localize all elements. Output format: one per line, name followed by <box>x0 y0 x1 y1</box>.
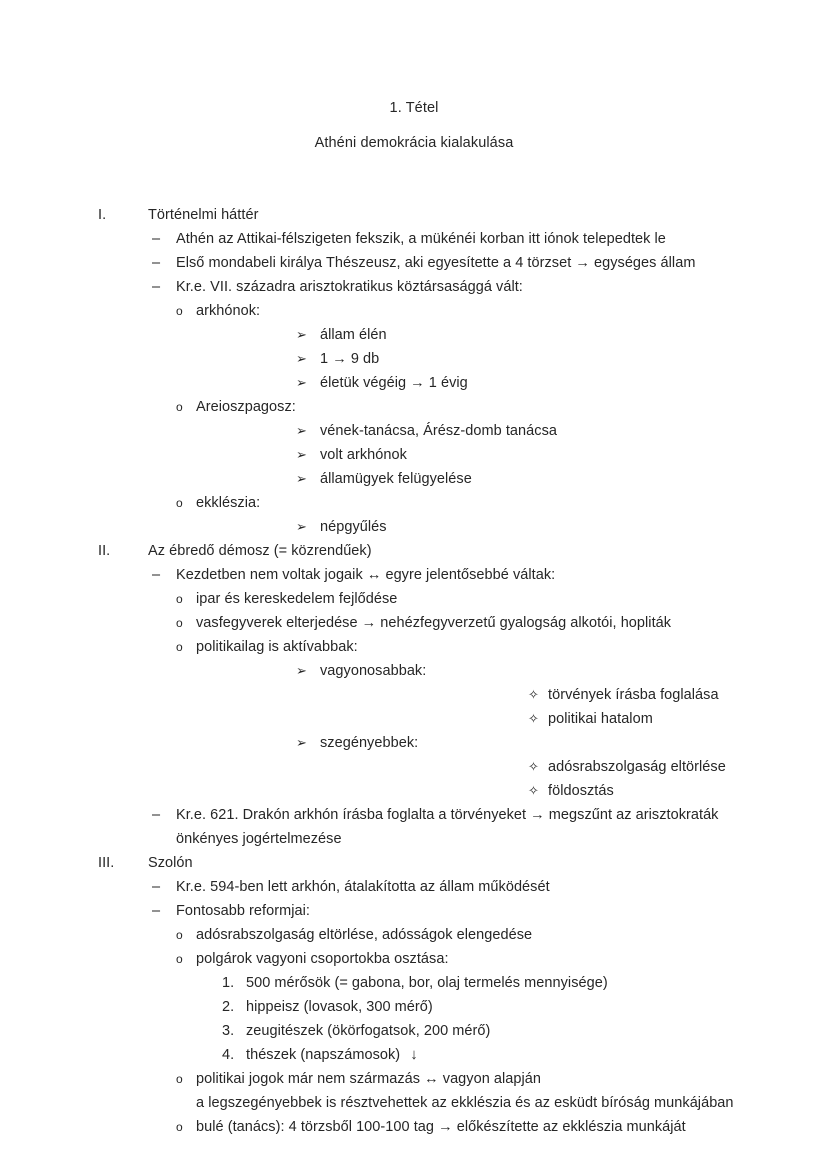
list-marker-arrow: ➢ <box>296 375 307 390</box>
outline-item-text: zeugitészek (ökörfogatsok, 200 mérő) <box>246 1023 491 1039</box>
list-marker-circle: o <box>176 1120 183 1134</box>
list-marker-dash: – <box>152 567 161 583</box>
list-marker-roman-3: III. <box>98 855 115 871</box>
outline-item-text: törvények írásba foglalása <box>548 687 719 703</box>
outline-item-text: Első mondabeli királya Thészeusz, aki egyesítette a 4 törzset → egységes állam <box>176 255 696 271</box>
outline-item <box>0 731 828 755</box>
list-marker-dash: – <box>152 231 161 247</box>
outline-item-text: vasfegyverek elterjedése → nehézfegyverzetű gyalogság alkotói, hopliták <box>196 615 672 631</box>
outline-item <box>0 1115 828 1139</box>
outline-item-text: életük végéig → 1 évig <box>320 375 468 391</box>
outline-item <box>0 1019 828 1043</box>
outline-item <box>0 779 828 803</box>
list-marker-arrow: ➢ <box>296 423 307 438</box>
outline-item <box>0 659 828 683</box>
outline-item-text: Szolón <box>148 855 193 871</box>
outline-item-text: Kezdetben nem voltak jogaik ↔ egyre jelentősebbé váltak: <box>176 567 556 583</box>
list-marker-dash: – <box>152 279 161 295</box>
outline-item-text: politikai hatalom <box>548 711 653 727</box>
outline-item-text: 1 → 9 db <box>320 351 380 367</box>
outline-item-text: népgyűlés <box>320 519 387 535</box>
outline-item <box>0 851 828 875</box>
list-marker-diamond: ✧ <box>528 759 539 774</box>
list-marker-roman-2: II. <box>98 543 111 559</box>
list-marker-num-2: 2. <box>222 999 235 1015</box>
list-marker-dash: – <box>152 903 161 919</box>
outline-item <box>0 323 828 347</box>
outline-item <box>0 803 828 827</box>
list-marker-diamond: ✧ <box>528 711 539 726</box>
outline-item <box>0 395 828 419</box>
outline-item <box>0 683 828 707</box>
outline-item <box>0 563 828 587</box>
outline-item <box>0 827 828 851</box>
outline-item <box>0 995 828 1019</box>
outline-item-text: Kr.e. 594-ben lett arkhón, átalakította az állam működését <box>176 879 550 895</box>
list-marker-arrow: ➢ <box>296 735 307 750</box>
outline-item <box>0 923 828 947</box>
outline-item-text: ipar és kereskedelem fejlődése <box>196 591 398 607</box>
outline-item-text: Történelmi háttér <box>148 207 259 223</box>
list-marker-circle: o <box>176 400 183 414</box>
outline-item-text: szegényebbek: <box>320 735 419 751</box>
outline-item <box>0 611 828 635</box>
outline-item-text: földosztás <box>548 783 614 799</box>
outline-item-text: arkhónok: <box>196 303 261 319</box>
outline-item-text: állam élén <box>320 327 387 343</box>
outline-item <box>0 899 828 923</box>
outline-item-text: hippeisz (lovasok, 300 mérő) <box>246 999 433 1015</box>
outline-item-text: bulé (tanács): 4 törzsből 100-100 tag → előkészítette az ekklészia munkáját <box>196 1119 686 1135</box>
list-marker-arrow: ➢ <box>296 351 307 366</box>
list-marker-circle: o <box>176 616 183 630</box>
outline-item-text: vének-tanácsa, Árész-domb tanácsa <box>320 423 557 439</box>
list-marker-num-1: 1. <box>222 975 235 991</box>
outline-item <box>0 443 828 467</box>
outline-item <box>0 419 828 443</box>
outline-item <box>0 491 828 515</box>
list-marker-arrow: ➢ <box>296 519 307 534</box>
outline-item-text: vagyonosabbak: <box>320 663 427 679</box>
outline-item <box>0 515 828 539</box>
outline-item <box>0 539 828 563</box>
outline-item <box>0 875 828 899</box>
outline-item-text: Athén az Attikai-félszigeten fekszik, a mükénéi korban itt iónok telepedtek le <box>176 231 666 247</box>
outline-list <box>0 203 828 1139</box>
outline-item <box>0 371 828 395</box>
list-marker-circle: o <box>176 592 183 606</box>
list-marker-num-4: 4. <box>222 1047 235 1063</box>
outline-item-text: adósrabszolgaság eltörlése, adósságok elengedése <box>196 927 533 943</box>
continuation-down-arrow: ↓ <box>410 1046 418 1063</box>
list-marker-circle: o <box>176 496 183 510</box>
outline-item-text: politikai jogok már nem származás ↔ vagyon alapján <box>196 1071 542 1087</box>
outline-item-text: Fontosabb reformjai: <box>176 903 310 919</box>
outline-item-text: polgárok vagyoni csoportokba osztása: <box>196 951 449 967</box>
list-marker-circle: o <box>176 640 183 654</box>
outline-item <box>0 587 828 611</box>
list-marker-num-3: 3. <box>222 1023 235 1039</box>
list-marker-dash: – <box>152 255 161 271</box>
outline-item <box>0 347 828 371</box>
outline-item <box>0 707 828 731</box>
outline-item-text: Areioszpagosz: <box>196 399 296 415</box>
outline-item-text: Kr.e. VII. századra arisztokratikus köztársasággá vált: <box>176 279 523 295</box>
outline-item <box>0 467 828 491</box>
outline-item <box>0 227 828 251</box>
outline-item-text: politikailag is aktívabbak: <box>196 639 358 655</box>
outline-item-text: thészek (napszámosok) <box>246 1047 401 1063</box>
list-marker-circle: o <box>176 304 183 318</box>
page-subtitle: Athéni demokrácia kialakulása <box>314 135 514 151</box>
outline-item <box>0 203 828 227</box>
list-marker-dash: – <box>152 879 161 895</box>
outline-item <box>0 971 828 995</box>
outline-item-text: adósrabszolgaság eltörlése <box>548 759 726 775</box>
list-marker-circle: o <box>176 952 183 966</box>
list-marker-diamond: ✧ <box>528 687 539 702</box>
outline-item-text: ekklészia: <box>196 495 261 511</box>
outline-item-text: Kr.e. 621. Drakón arkhón írásba foglalta a törvényeket → megszűnt az arisztokraták <box>176 807 719 823</box>
outline-item-text: a legszegényebbek is résztvehettek az ekklészia és az esküdt bíróság munkájában <box>196 1095 734 1111</box>
list-marker-arrow: ➢ <box>296 663 307 678</box>
list-marker-roman-1: I. <box>98 207 107 223</box>
outline-item-text: államügyek felügyelése <box>320 471 472 487</box>
outline-item <box>0 251 828 275</box>
outline-item-text: Az ébredő démosz (= közrendűek) <box>148 543 372 559</box>
list-marker-arrow: ➢ <box>296 447 307 462</box>
outline-item-text: önkényes jogértelmezése <box>176 831 342 847</box>
outline-item <box>0 947 828 971</box>
list-marker-circle: o <box>176 1072 183 1086</box>
list-marker-arrow: ➢ <box>296 471 307 486</box>
list-marker-dash: – <box>152 807 161 823</box>
outline-item <box>0 1067 828 1091</box>
outline-item <box>0 275 828 299</box>
outline-item <box>0 299 828 323</box>
outline-item-text: 500 mérősök (= gabona, bor, olaj termelés mennyisége) <box>246 975 608 991</box>
outline-item <box>0 635 828 659</box>
list-marker-diamond: ✧ <box>528 783 539 798</box>
page-title: 1. Tétel <box>389 100 439 116</box>
list-marker-circle: o <box>176 928 183 942</box>
outline-item <box>0 755 828 779</box>
outline-item <box>0 1091 828 1115</box>
list-marker-arrow: ➢ <box>296 327 307 342</box>
outline-item-text: volt arkhónok <box>320 447 407 463</box>
